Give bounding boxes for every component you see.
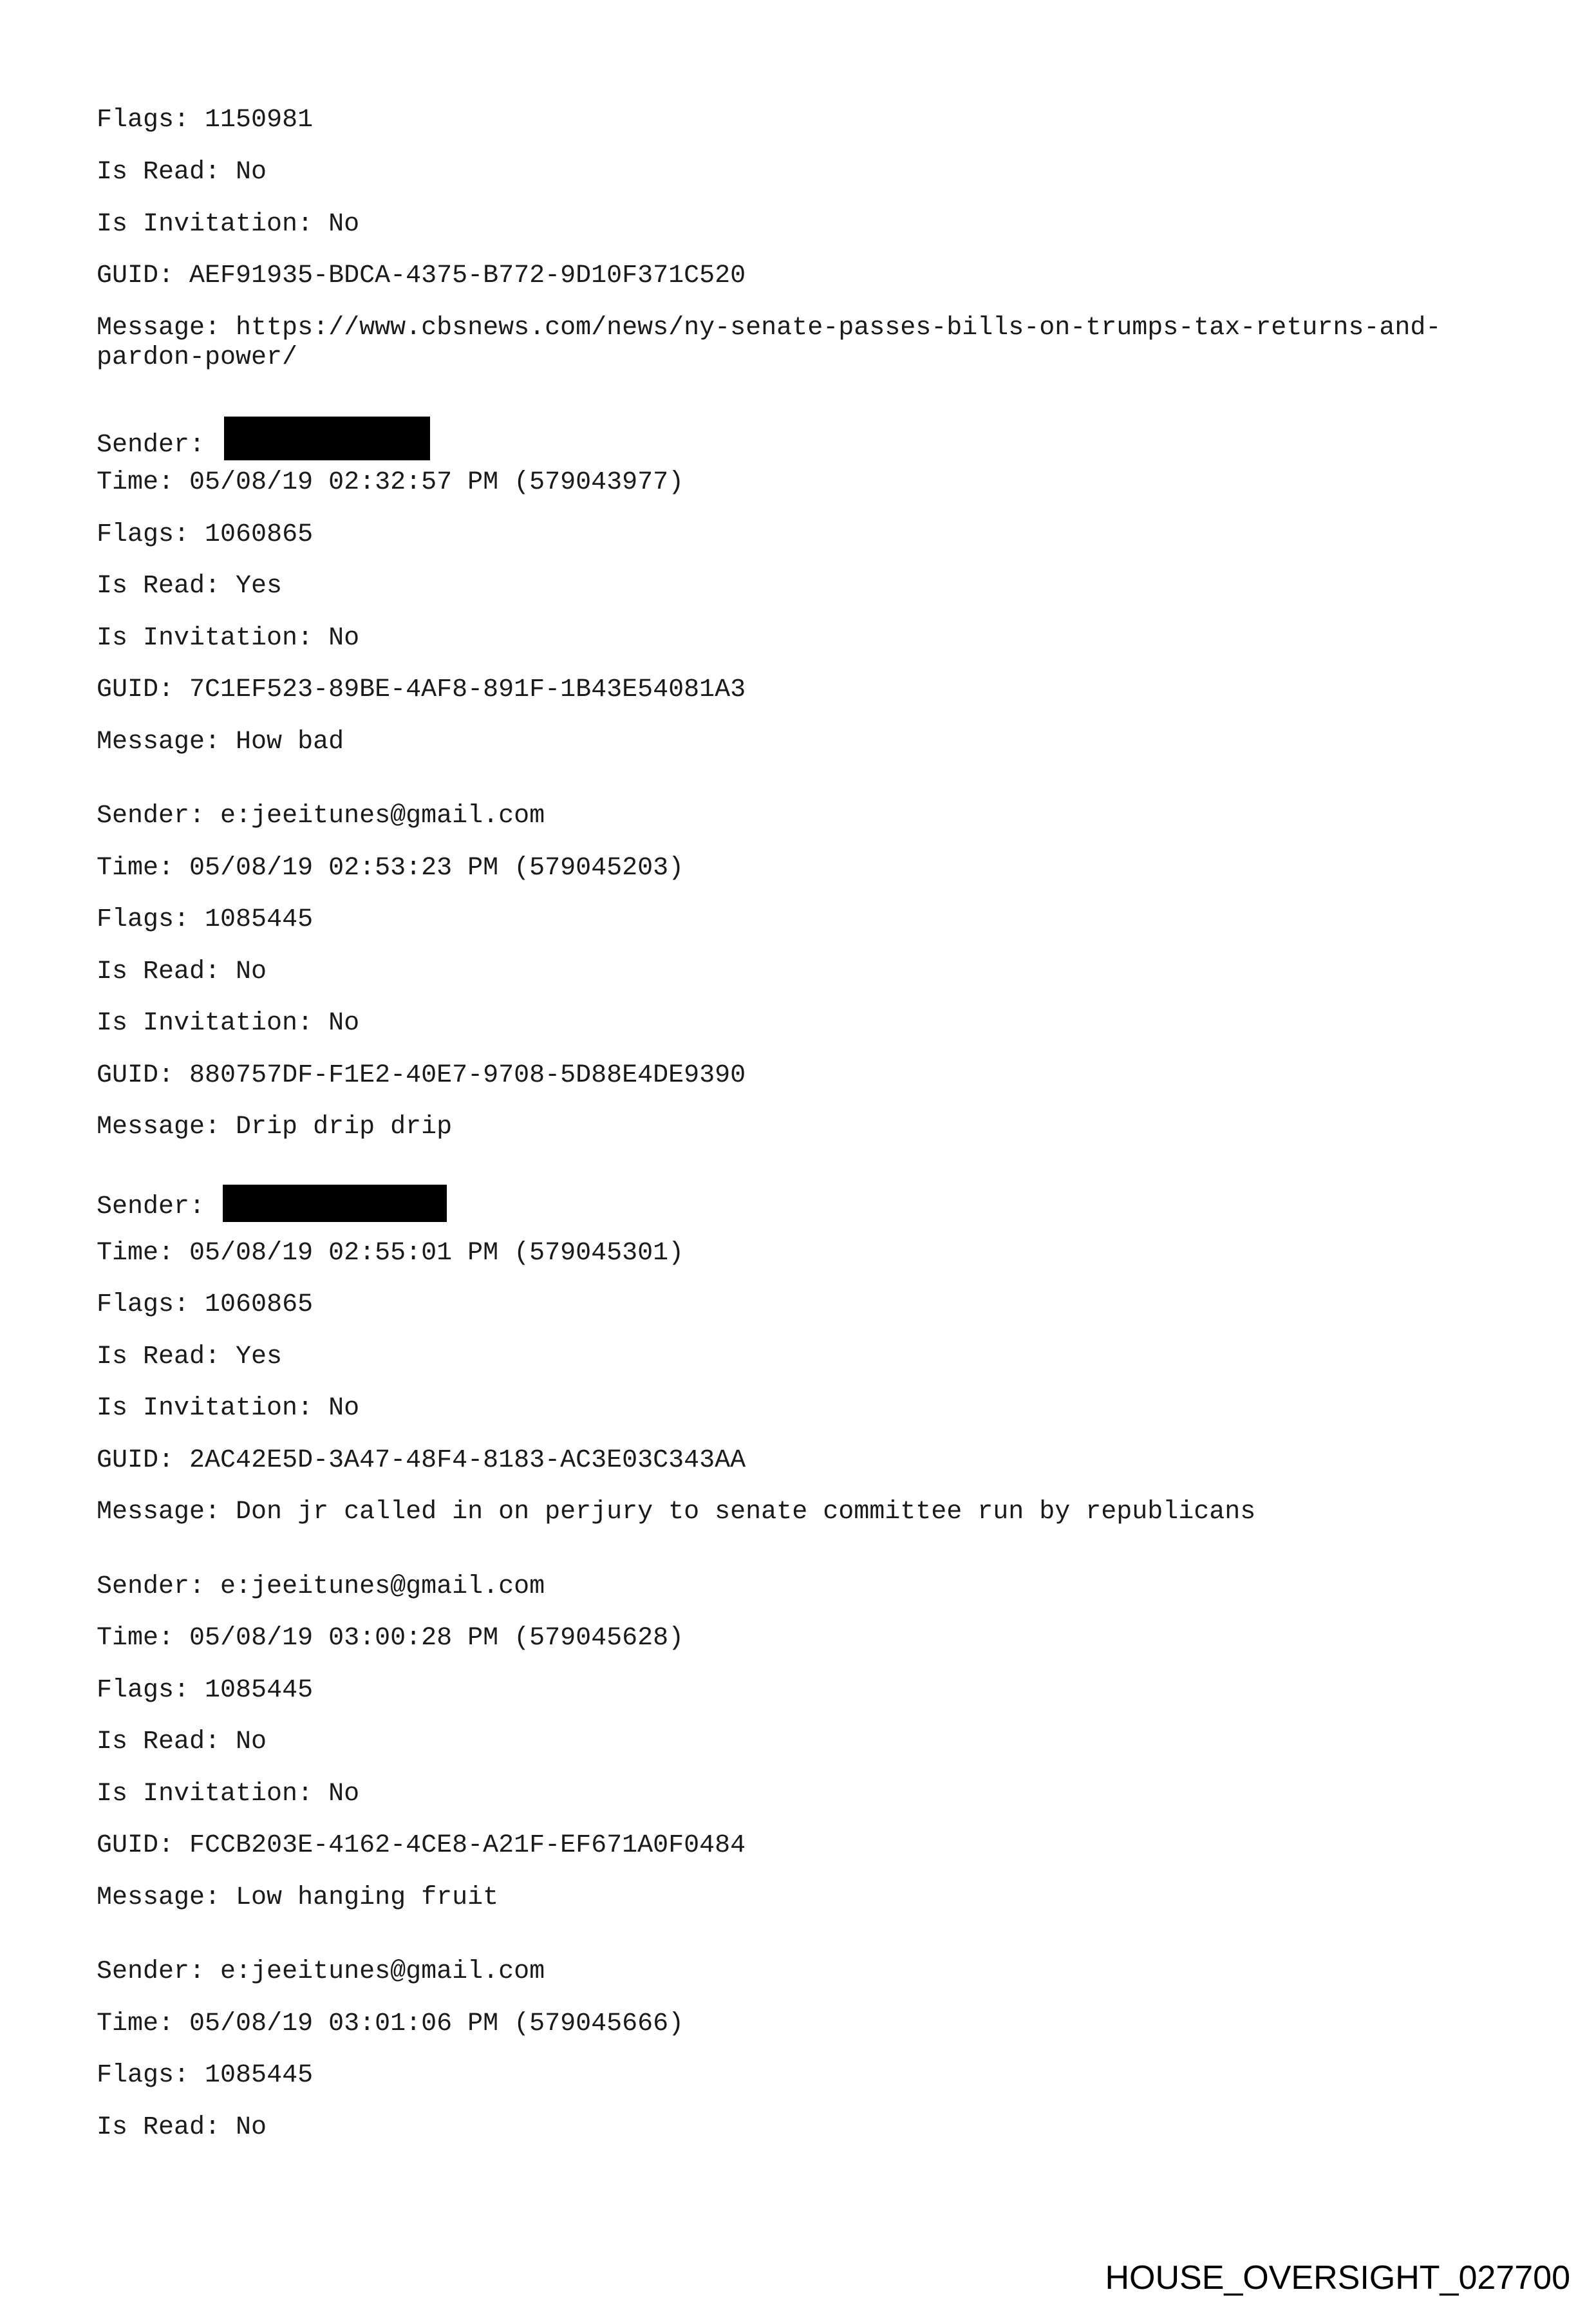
- flags-line: [97, 2061, 313, 2091]
- flags-label: Flags:: [97, 2061, 190, 2090]
- time-line: [97, 1239, 684, 1268]
- sender-line: [97, 802, 545, 831]
- is-invitation-label: Is Invitation:: [97, 1009, 314, 1038]
- message-label: Message:: [97, 728, 221, 757]
- is-read-value: No: [236, 957, 267, 986]
- flags-value: 1150981: [205, 106, 314, 135]
- is-read-label: Is Read:: [97, 957, 221, 986]
- sender-label: Sender:: [97, 1957, 205, 1986]
- message-value-continued: pardon-power/: [97, 343, 298, 372]
- time-line: [97, 854, 684, 883]
- is-invitation-line: [97, 1394, 359, 1424]
- message-value: How bad: [236, 728, 344, 757]
- is-invitation-label: Is Invitation:: [97, 624, 314, 653]
- time-line: [97, 468, 684, 498]
- is-read-label: Is Read:: [97, 1342, 221, 1371]
- sender-label: Sender:: [97, 802, 205, 831]
- message-line: [97, 1113, 452, 1142]
- is-read-value: No: [236, 2113, 267, 2142]
- flags-line: [97, 1676, 313, 1706]
- message-line: [97, 728, 344, 757]
- sender-line: [97, 1572, 545, 1602]
- message-value: Low hanging fruit: [236, 1883, 499, 1912]
- message-line: [97, 1498, 1255, 1527]
- sender-label: Sender:: [97, 1572, 205, 1601]
- time-label: Time:: [97, 2009, 174, 2038]
- is-invitation-value: No: [328, 210, 360, 239]
- message-label: Message:: [97, 1883, 221, 1912]
- is-invitation-label: Is Invitation:: [97, 1780, 314, 1809]
- is-read-value: No: [236, 1727, 267, 1756]
- time-line: [97, 2009, 684, 2039]
- time-label: Time:: [97, 854, 174, 883]
- time-value: 05/08/19 03:00:28 PM (579045628): [189, 1624, 684, 1653]
- is-read-line: [97, 957, 267, 987]
- sender-line: [97, 1185, 447, 1222]
- redaction-box: [224, 417, 430, 460]
- time-label: Time:: [97, 1239, 174, 1268]
- time-value: 05/08/19 03:01:06 PM (579045666): [189, 2009, 684, 2038]
- flags-value: 1085445: [205, 1676, 314, 1705]
- flags-label: Flags:: [97, 1290, 190, 1319]
- is-read-line: [97, 2113, 267, 2143]
- sender-line: [97, 417, 430, 460]
- guid-label: GUID:: [97, 1061, 174, 1090]
- message-label: Message:: [97, 1113, 221, 1142]
- time-label: Time:: [97, 1624, 174, 1653]
- flags-value: 1060865: [205, 1290, 314, 1319]
- is-read-value: Yes: [236, 1342, 283, 1371]
- flags-value: 1060865: [205, 520, 314, 549]
- guid-line: [97, 1061, 746, 1091]
- message-value: Don jr called in on perjury to senate committee run by republicans: [236, 1498, 1256, 1527]
- is-read-label: Is Read:: [97, 1727, 221, 1756]
- is-read-line: [97, 1727, 267, 1757]
- is-invitation-line: [97, 1780, 359, 1809]
- redaction-box: [223, 1185, 447, 1222]
- time-value: 05/08/19 02:53:23 PM (579045203): [189, 854, 684, 883]
- sender-value: e:jeeitunes@gmail.com: [220, 1957, 545, 1986]
- time-line: [97, 1624, 684, 1653]
- is-invitation-value: No: [328, 624, 360, 653]
- guid-label: GUID:: [97, 675, 174, 704]
- guid-line: [97, 1831, 746, 1861]
- sender-value: e:jeeitunes@gmail.com: [220, 1572, 545, 1601]
- is-invitation-value: No: [328, 1394, 360, 1423]
- flags-line: [97, 905, 313, 935]
- is-invitation-value: No: [328, 1780, 360, 1809]
- sender-label: Sender:: [97, 1192, 205, 1221]
- guid-value: FCCB203E-4162-4CE8-A21F-EF671A0F0484: [189, 1831, 746, 1860]
- is-invitation-label: Is Invitation:: [97, 210, 314, 239]
- guid-line: [97, 675, 746, 705]
- flags-line: [97, 520, 313, 550]
- is-invitation-line: [97, 624, 359, 653]
- is-read-line: [97, 158, 267, 187]
- flags-line: [97, 106, 313, 135]
- is-read-value: No: [236, 158, 267, 187]
- flags-value: 1085445: [205, 905, 314, 934]
- is-read-label: Is Read:: [97, 572, 221, 601]
- guid-value: AEF91935-BDCA-4375-B772-9D10F371C520: [189, 261, 746, 290]
- message-label: Message:: [97, 314, 221, 343]
- message-label: Message:: [97, 1498, 221, 1527]
- is-read-label: Is Read:: [97, 2113, 221, 2142]
- is-read-line: [97, 1342, 282, 1372]
- message-value: https://www.cbsnews.com/news/ny-senate-passes-bills-on-trumps-tax-returns-and-: [236, 314, 1441, 343]
- is-read-label: Is Read:: [97, 158, 221, 187]
- is-read-value: Yes: [236, 572, 283, 601]
- guid-label: GUID:: [97, 1446, 174, 1475]
- guid-value: 7C1EF523-89BE-4AF8-891F-1B43E54081A3: [189, 675, 746, 704]
- time-label: Time:: [97, 468, 174, 497]
- is-invitation-line: [97, 1009, 359, 1039]
- time-value: 05/08/19 02:55:01 PM (579045301): [189, 1239, 684, 1268]
- flags-line: [97, 1290, 313, 1320]
- flags-label: Flags:: [97, 1676, 190, 1705]
- guid-line: [97, 1446, 746, 1476]
- sender-label: Sender:: [97, 431, 205, 460]
- is-invitation-value: No: [328, 1009, 360, 1038]
- is-invitation-line: [97, 210, 359, 240]
- flags-value: 1085445: [205, 2061, 314, 2090]
- time-value: 05/08/19 02:32:57 PM (579043977): [189, 468, 684, 497]
- bates-number: HOUSE_OVERSIGHT_027700: [1105, 2259, 1570, 2297]
- guid-value: 880757DF-F1E2-40E7-9708-5D88E4DE9390: [189, 1061, 746, 1090]
- guid-value: 2AC42E5D-3A47-48F4-8183-AC3E03C343AA: [189, 1446, 746, 1475]
- sender-line: [97, 1957, 545, 1987]
- message-line: [97, 1883, 498, 1913]
- flags-label: Flags:: [97, 520, 190, 549]
- message-line: [97, 314, 1441, 373]
- flags-label: Flags:: [97, 106, 190, 135]
- message-value: Drip drip drip: [236, 1113, 453, 1142]
- sender-value: e:jeeitunes@gmail.com: [220, 802, 545, 831]
- is-read-line: [97, 572, 282, 601]
- guid-label: GUID:: [97, 261, 174, 290]
- flags-label: Flags:: [97, 905, 190, 934]
- guid-line: [97, 261, 746, 291]
- is-invitation-label: Is Invitation:: [97, 1394, 314, 1423]
- guid-label: GUID:: [97, 1831, 174, 1860]
